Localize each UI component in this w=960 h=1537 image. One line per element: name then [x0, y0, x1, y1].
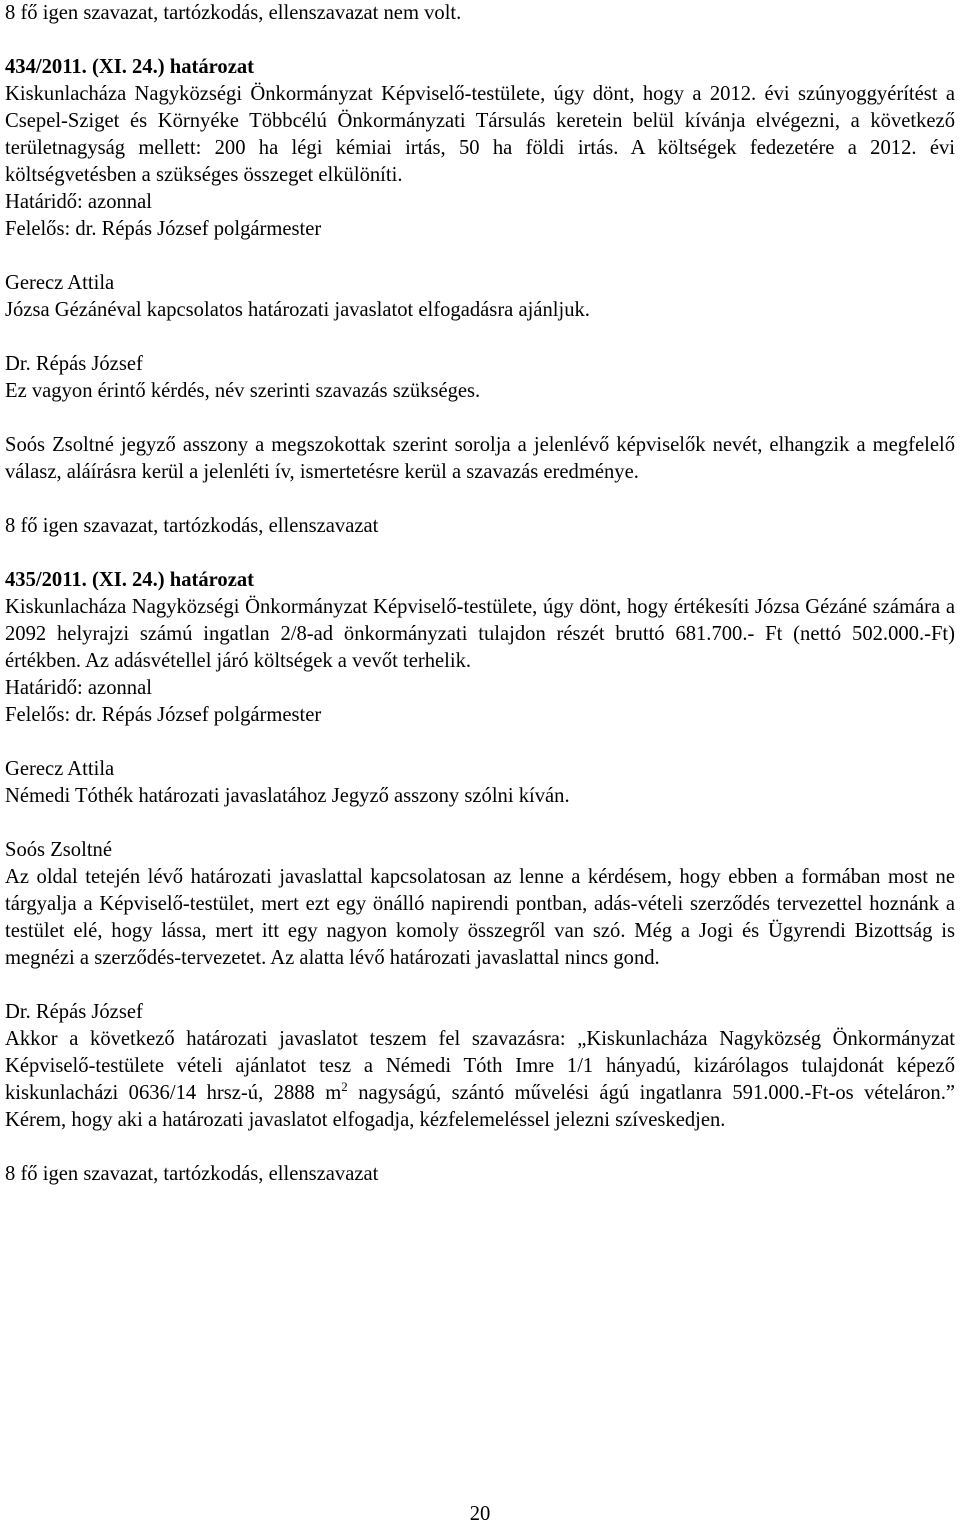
resolution-434-responsible: Felelős: dr. Répás József polgármester — [5, 218, 322, 240]
speech-text — [5, 1026, 955, 1134]
speaker-name: Gerecz Attila — [5, 758, 115, 780]
vote-result-bottom: 8 fő igen szavazat, tartózkodás, ellenszavazat — [5, 1163, 379, 1185]
speech-soos — [5, 837, 955, 972]
speaker-name: Dr. Répás József — [5, 353, 143, 375]
resolution-435-deadline: Határidő: azonnal — [5, 677, 152, 699]
speech-repas-2 — [5, 999, 955, 1134]
speech-text-part-1: Akkor a következő határozati javaslatot teszem fel szavazásra: „Kiskunlacháza Nagyközség Önkormányzat Képviselő-testülete vételi ajánlatot tesz a Némedi Tóth Imre 1/1 hányadú, kizárólagos tulajdonát képező kiskunlacházi 0636/14 hrsz-ú, 2888 m — [5, 1028, 955, 1104]
speech-text: Némedi Tóthék határozati javaslatához Jegyző asszony szólni kíván. — [5, 785, 570, 807]
vote-result-top: 8 fő igen szavazat, tartózkodás, ellenszavazat nem volt. — [5, 2, 462, 24]
speaker-name: Dr. Répás József — [5, 1001, 143, 1023]
speech-text: Az oldal tetején lévő határozati javaslattal kapcsolatosan az lenne a kérdésem, hogy ebben a formában most ne tárgyalja a Képviselő-testület, mert ezt egy önálló napirendi pontban, adás-vételi szerződés tervezettel hoznánk a testület elé, hogy lássa, mert itt egy nagyon komoly összegről van szó. Még a Jogi és Ügyrendi Bizottság is megnézi a szerződés-tervezetet. Az alatta lévő határozati javaslattal nincs gond. — [5, 866, 955, 969]
speech-gerecz-1 — [5, 270, 955, 324]
speech-text: Józsa Gézánéval kapcsolatos határozati javaslatot elfogadásra ajánljuk. — [5, 299, 590, 321]
page-number: 20 — [469, 1503, 491, 1525]
roll-call-paragraph: Soós Zsoltné jegyző asszony a megszokottak szerint sorolja a jelenlévő képviselők nevét, elhangzik a megfelelő válasz, aláírásra kerül a jelenléti ív, ismertetésre kerül a szavazás eredménye. — [5, 434, 955, 483]
speech-text-part-2: nagyságú, szántó művelési ágú ingatlanra 591.000.-Ft-os vételáron.” Kérem, hogy aki a határozati javaslatot elfogadja, kézfelemeléssel jelezni szíveskedjen. — [5, 1082, 955, 1131]
speech-repas-1 — [5, 351, 955, 405]
vote-result-middle: 8 fő igen szavazat, tartózkodás, ellenszavazat — [5, 515, 379, 537]
resolution-435-body: Kiskunlacháza Nagyközségi Önkormányzat Képviselő-testülete, úgy dönt, hogy értékesíti Józsa Gézáné számára a 2092 helyrajzi számú ingatlan 2/8-ad önkormányzati tulajdon részét bruttó 681.700.- Ft (nettó 502.000.-Ft) értékben. Az adásvétellel járó költségek a vevőt terhelik. — [5, 596, 955, 672]
speaker-name: Soós Zsoltné — [5, 839, 112, 861]
resolution-435 — [5, 567, 955, 729]
speaker-name: Gerecz Attila — [5, 272, 115, 294]
resolution-435-responsible: Felelős: dr. Répás József polgármester — [5, 704, 322, 726]
resolution-434-deadline: Határidő: azonnal — [5, 191, 152, 213]
speech-text: Ez vagyon érintő kérdés, név szerinti szavazás szükséges. — [5, 380, 481, 402]
resolution-435-heading: 435/2011. (XI. 24.) határozat — [5, 569, 255, 591]
superscript-square: 2 — [341, 1079, 348, 1094]
resolution-434 — [5, 54, 955, 243]
resolution-434-body: Kiskunlacháza Nagyközségi Önkormányzat Képviselő-testülete, úgy dönt, hogy a 2012. évi szúnyoggyérítést a Csepel-Sziget és Környéke Többcélú Önkormányzati Társulás keretein belül kívánja elvégezni, a következő területnagyság mellett: 200 ha légi kémiai irtás, 50 ha földi irtás. A költségek fedezetére a 2012. évi költségvetésben a szükséges összeget elkülöníti. — [5, 83, 955, 186]
speech-gerecz-2 — [5, 756, 955, 810]
resolution-434-heading: 434/2011. (XI. 24.) határozat — [5, 56, 255, 78]
document-page — [5, 0, 955, 1188]
